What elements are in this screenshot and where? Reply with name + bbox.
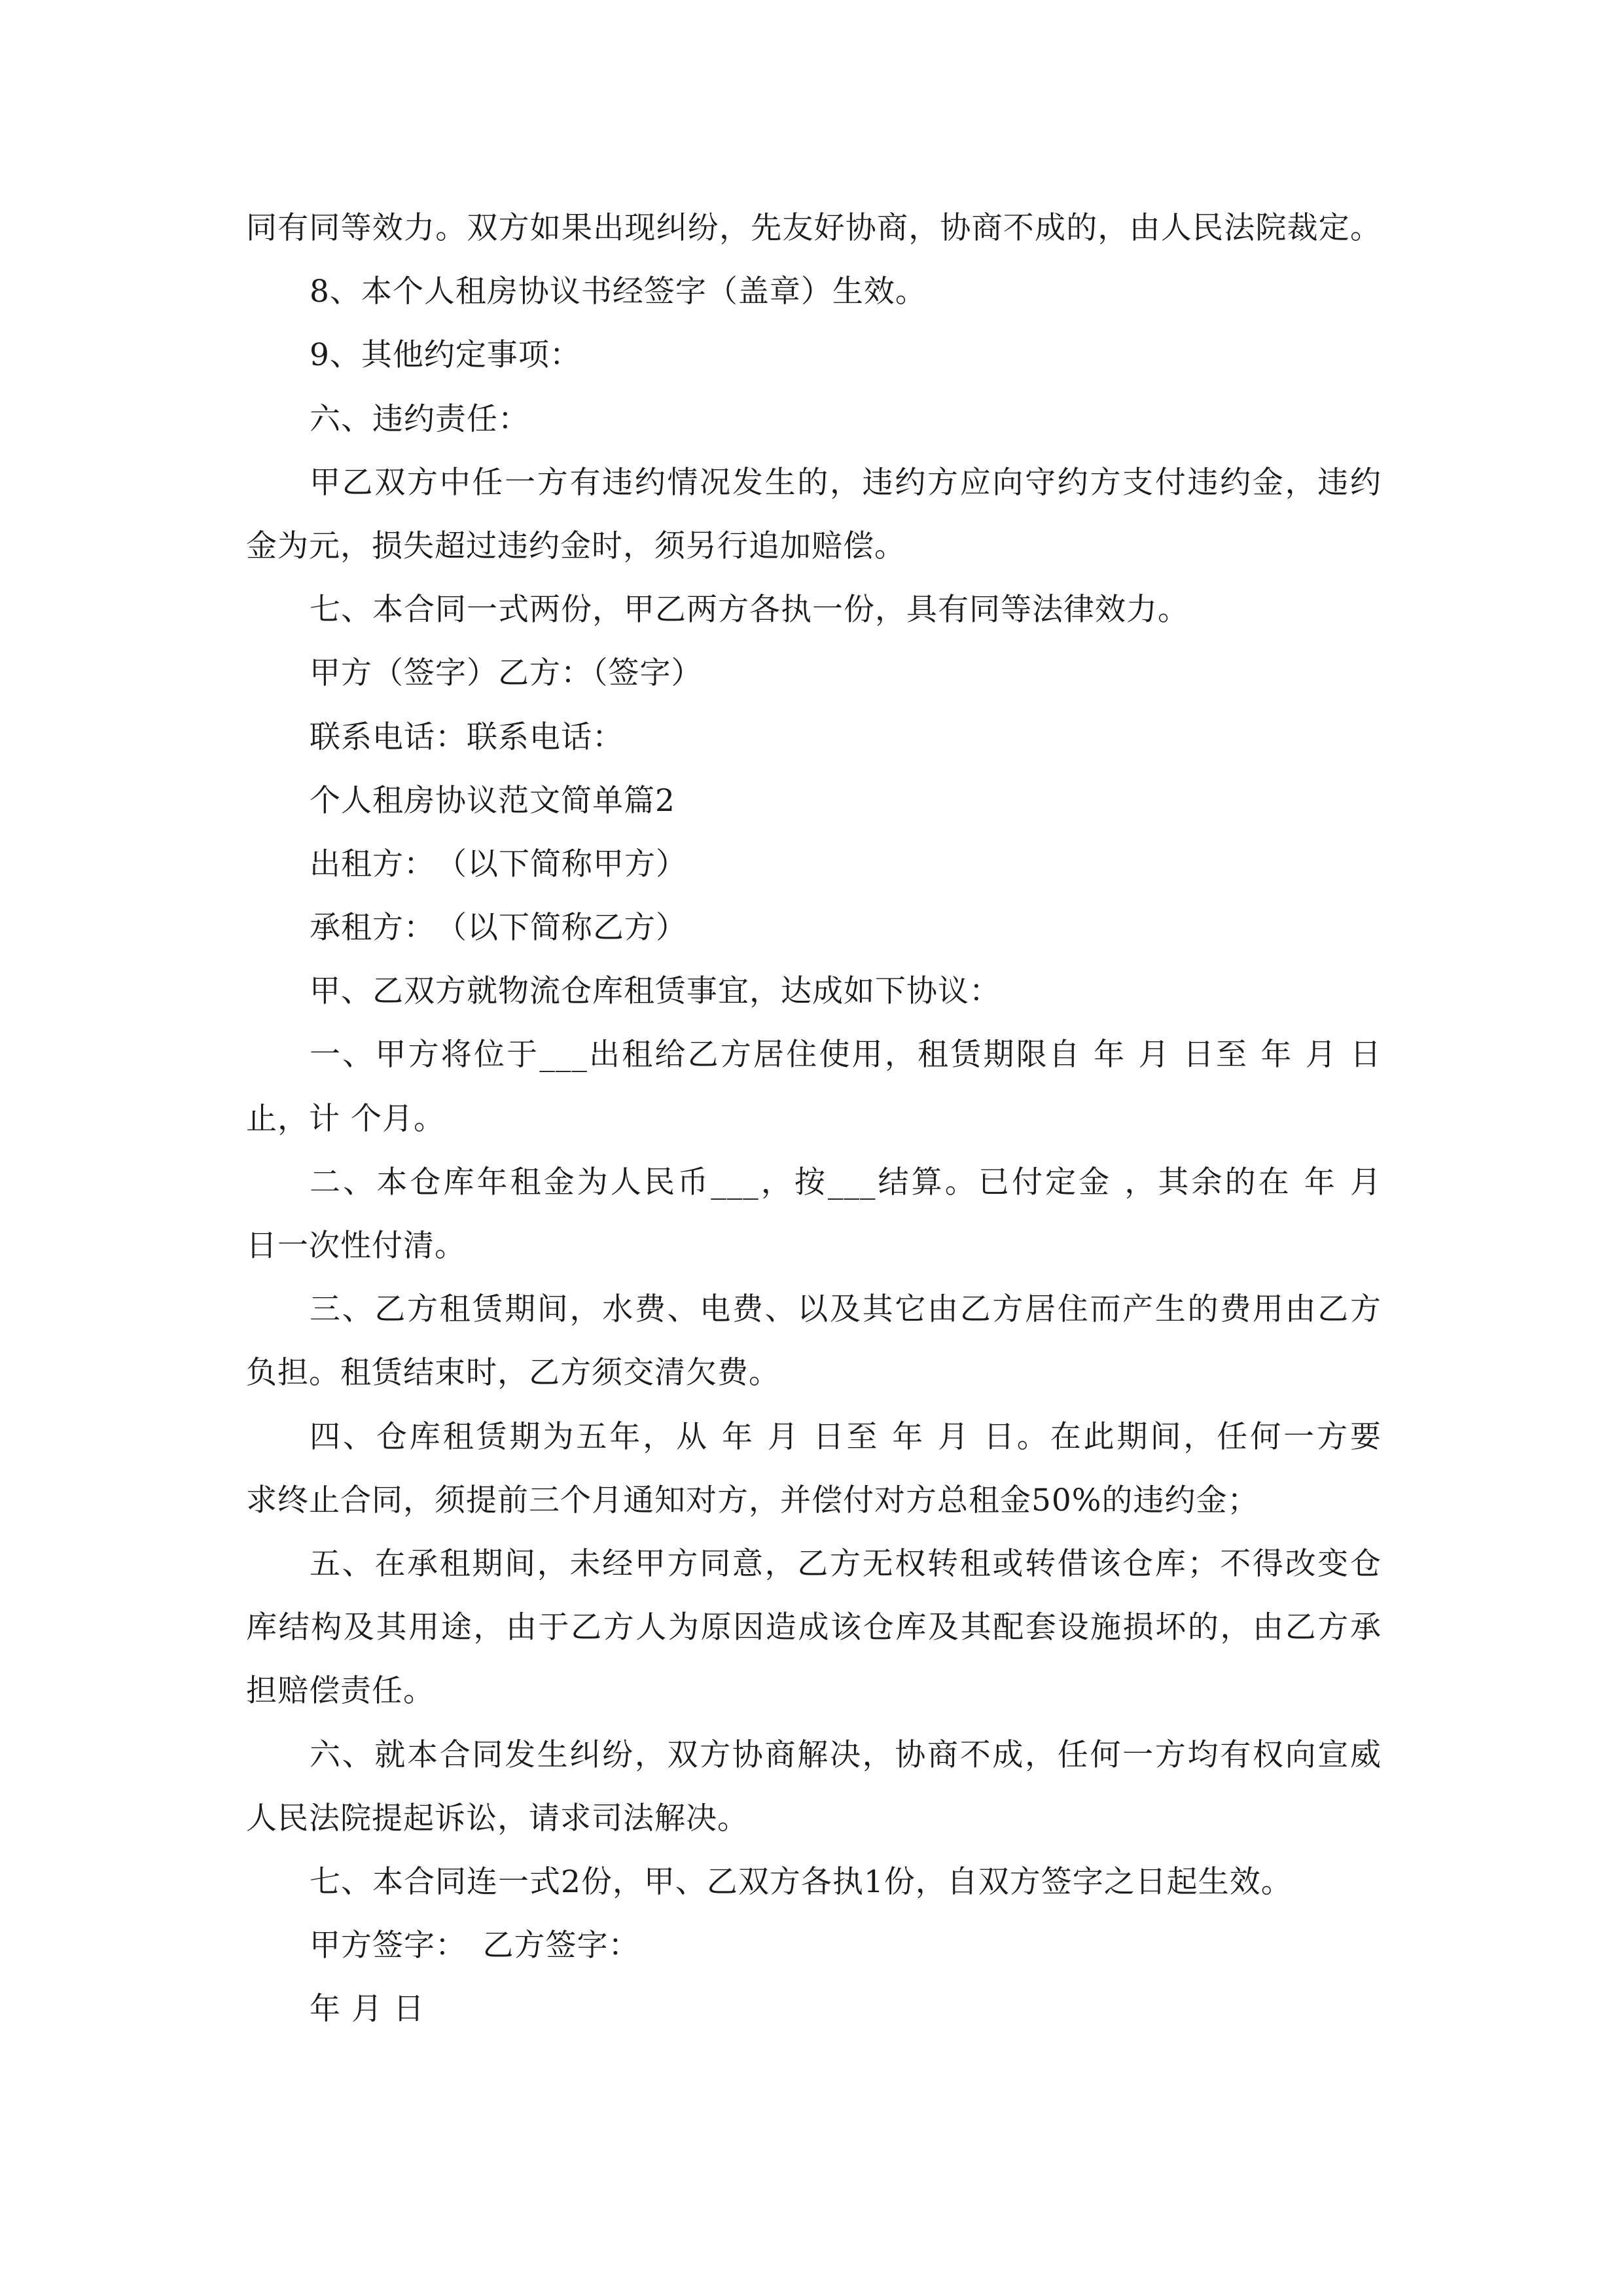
text-line: 三、乙方租赁期间，水费、电费、以及其它由乙方居住而产生的费用由乙方: [310, 1291, 1382, 1328]
text-line: 求终止合同，须提前三个月通知对方，并偿付对方总租金50%的违约金；: [246, 1482, 1259, 1518]
text-line: 一、甲方将位于___出租给乙方居住使用，租赁期限自 年 月 日至 年 月 日: [310, 1037, 1382, 1073]
text-line: 四、仓库租赁期为五年，从 年 月 日至 年 月 日。在此期间，任何一方要: [310, 1418, 1382, 1455]
text-line: 日一次性付清。: [246, 1228, 466, 1264]
text-line: 库结构及其用途，由于乙方人为原因造成该仓库及其配套设施损坏的，由乙方承: [246, 1609, 1382, 1646]
text-line: 六、违约责任：: [310, 401, 529, 437]
text-line: 甲方（签字）乙方：（签字）: [310, 655, 703, 692]
text-line: 止，计 个月。: [246, 1100, 445, 1137]
text-line: 甲方签字： 乙方签字：: [310, 1928, 640, 1964]
text-line: 七、本合同一式两份，甲乙两方各执一份，具有同等法律效力。: [310, 592, 1189, 628]
text-line: 年 月 日: [310, 1991, 425, 2028]
text-line: 担赔偿责任。: [246, 1673, 435, 1710]
text-line: 甲、乙双方就物流仓库租赁事宜，达成如下协议：: [310, 973, 1001, 1010]
text-line: 二、本仓库年租金为人民币___，按___结算。已付定金 ，其余的在 年 月: [310, 1164, 1382, 1200]
text-line: 同有同等效力。双方如果出现纠纷，先友好协商，协商不成的，由人民法院裁定。: [246, 210, 1382, 246]
text-line: 六、就本合同发生纠纷，双方协商解决，协商不成，任何一方均有权向宣威: [310, 1736, 1382, 1773]
text-line: 9、其他约定事项：: [310, 337, 581, 374]
text-line: 负担。租赁结束时，乙方须交清欠费。: [246, 1355, 780, 1391]
text-line: 8、本个人租房协议书经签字（盖章）生效。: [310, 274, 927, 310]
text-line: 金为元，损失超过违约金时，须另行追加赔偿。: [246, 528, 906, 564]
text-line: 联系电话：联系电话：: [310, 719, 624, 755]
text-line: 甲乙双方中任一方有违约情况发生的，违约方应向守约方支付违约金，违约: [310, 464, 1382, 501]
text-line: 个人租房协议范文简单篇2: [310, 782, 675, 819]
text-line: 五、在承租期间，未经甲方同意，乙方无权转租或转借该仓库；不得改变仓: [310, 1545, 1382, 1582]
document-body: [246, 196, 1382, 2041]
text-line: 七、本合同连一式2份，甲、乙双方各执1份，自双方签字之日起生效。: [310, 1863, 1293, 1900]
text-line: 人民法院提起诉讼，请求司法解决。: [246, 1800, 749, 1837]
text-line: 出租方： （以下简称甲方）: [310, 846, 687, 882]
text-line: 承租方： （以下简称乙方）: [310, 910, 687, 946]
